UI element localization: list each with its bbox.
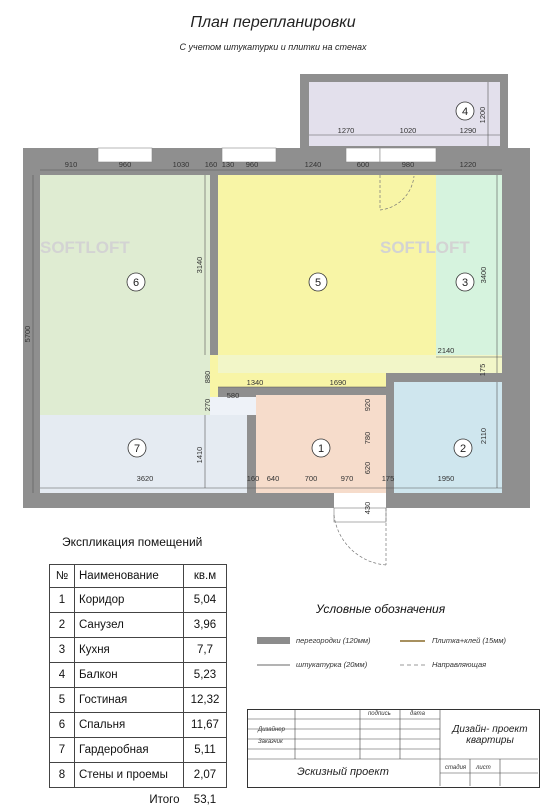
dim: 970 bbox=[341, 474, 354, 483]
dim: 1240 bbox=[305, 160, 322, 169]
cell: 12,32 bbox=[184, 688, 227, 713]
room-1-label: 1 bbox=[318, 443, 324, 455]
legend-partition-swatch bbox=[257, 637, 290, 644]
dim: 960 bbox=[119, 160, 132, 169]
page-subtitle: С учетом штукатурки и плитки на стенах bbox=[0, 42, 546, 52]
dim: 2140 bbox=[438, 346, 455, 355]
dim: 1030 bbox=[173, 160, 190, 169]
cell: 7 bbox=[50, 738, 75, 763]
table-row bbox=[50, 613, 227, 638]
dim: 430 bbox=[363, 502, 372, 515]
partition-1-top bbox=[256, 387, 294, 395]
cell: 5,04 bbox=[184, 588, 227, 613]
dim: 700 bbox=[305, 474, 318, 483]
stamp-signature: подпись bbox=[368, 711, 391, 717]
legend-plaster-label: штукатурка (20мм) bbox=[296, 660, 367, 669]
cell: 2,07 bbox=[184, 763, 227, 788]
dim: 3140 bbox=[195, 257, 204, 274]
cell: Кухня bbox=[75, 638, 184, 663]
room-2-label: 2 bbox=[460, 443, 466, 455]
dim: 880 bbox=[203, 371, 212, 384]
stamp-stage: стадия bbox=[445, 765, 466, 771]
entrance-opening bbox=[334, 493, 386, 508]
partition-1-2 bbox=[386, 373, 394, 413]
legend-title: Условные обозначения bbox=[316, 602, 445, 616]
room-5-label: 5 bbox=[315, 277, 321, 289]
explication-table bbox=[49, 564, 227, 812]
stamp-project-title: Дизайн- проект квартиры bbox=[443, 724, 537, 746]
dim: 130 bbox=[222, 160, 235, 169]
dim: 910 bbox=[65, 160, 78, 169]
cell: 7,7 bbox=[184, 638, 227, 663]
cell: 3 bbox=[50, 638, 75, 663]
dim: 1690 bbox=[330, 378, 347, 387]
dim: 175 bbox=[382, 474, 395, 483]
room-3-label: 3 bbox=[462, 277, 468, 289]
entry-vestibule bbox=[334, 508, 386, 522]
dim: 160 bbox=[247, 474, 260, 483]
partition-6-5 bbox=[210, 175, 218, 355]
total-label: Итого bbox=[75, 788, 184, 812]
dim: 1220 bbox=[460, 160, 477, 169]
dim: 270 bbox=[203, 399, 212, 412]
table-row bbox=[50, 588, 227, 613]
cell: Гостиная bbox=[75, 688, 184, 713]
page-title: План перепланировки bbox=[0, 14, 546, 32]
legend-tile-label: Плитка+клей (15мм) bbox=[432, 636, 506, 645]
legend-partitions-label: перегородки (120мм) bbox=[296, 636, 371, 645]
dim: 175 bbox=[478, 364, 487, 377]
cell: 5,11 bbox=[184, 738, 227, 763]
header-area: кв.м bbox=[184, 565, 227, 588]
dim: 1200 bbox=[478, 107, 487, 124]
dim: 620 bbox=[363, 462, 372, 475]
dim: 5700 bbox=[23, 326, 32, 343]
room-6-floor bbox=[40, 175, 210, 415]
cell: Стены и проемы bbox=[75, 763, 184, 788]
room-7-label: 7 bbox=[134, 443, 140, 455]
table-row bbox=[50, 738, 227, 763]
watermark-right: SOFTLOFT bbox=[380, 238, 470, 257]
room-4-label: 4 bbox=[462, 106, 468, 118]
stamp-customer: Заказчик bbox=[258, 739, 283, 745]
cell: 3,96 bbox=[184, 613, 227, 638]
legend-guide-label: Направляющая bbox=[432, 660, 486, 669]
dim: 1410 bbox=[195, 447, 204, 464]
dim: 960 bbox=[246, 160, 259, 169]
cell: 8 bbox=[50, 763, 75, 788]
dim: 3620 bbox=[137, 474, 154, 483]
cell: Спальня bbox=[75, 713, 184, 738]
dim: 1270 bbox=[338, 126, 355, 135]
cell: 2 bbox=[50, 613, 75, 638]
total-value: 53,1 bbox=[184, 788, 227, 812]
table-row bbox=[50, 713, 227, 738]
cell: 5 bbox=[50, 688, 75, 713]
dim: 1950 bbox=[438, 474, 455, 483]
room-6-label: 6 bbox=[133, 277, 139, 289]
dim: 580 bbox=[227, 391, 240, 400]
stamp-sketch: Эскизный проект bbox=[248, 766, 438, 778]
kitchen-strip bbox=[218, 355, 502, 373]
watermark-left: SOFTLOFT bbox=[40, 238, 130, 257]
header-name: Наименование bbox=[75, 565, 184, 588]
dim: 1290 bbox=[460, 126, 477, 135]
cell: 5,23 bbox=[184, 663, 227, 688]
dim: 780 bbox=[363, 432, 372, 445]
cell: Балкон bbox=[75, 663, 184, 688]
cell: 4 bbox=[50, 663, 75, 688]
header-num: № bbox=[50, 565, 75, 588]
stamp-designer: Дизайнер bbox=[258, 727, 285, 733]
dim: 920 bbox=[363, 399, 372, 412]
cell: 6 bbox=[50, 713, 75, 738]
dim: 1340 bbox=[247, 378, 264, 387]
table-row bbox=[50, 663, 227, 688]
cell: Санузел bbox=[75, 613, 184, 638]
cell: 1 bbox=[50, 588, 75, 613]
dim: 160 bbox=[205, 160, 218, 169]
cell: Коридор bbox=[75, 588, 184, 613]
dim: 3400 bbox=[479, 267, 488, 284]
dim: 1020 bbox=[400, 126, 417, 135]
table-row bbox=[50, 763, 227, 788]
dim: 980 bbox=[402, 160, 415, 169]
partition-1-2b bbox=[386, 448, 394, 493]
dim: 640 bbox=[267, 474, 280, 483]
stamp-date: дата bbox=[410, 711, 425, 717]
stamp-sheet: лист bbox=[476, 765, 491, 771]
dim: 600 bbox=[357, 160, 370, 169]
cell: Гардеробная bbox=[75, 738, 184, 763]
explication-title: Экспликация помещений bbox=[62, 535, 202, 549]
table-row bbox=[50, 688, 227, 713]
dim: 2110 bbox=[479, 428, 488, 444]
table-row bbox=[50, 638, 227, 663]
table-header bbox=[50, 565, 227, 588]
cell: 11,67 bbox=[184, 713, 227, 738]
